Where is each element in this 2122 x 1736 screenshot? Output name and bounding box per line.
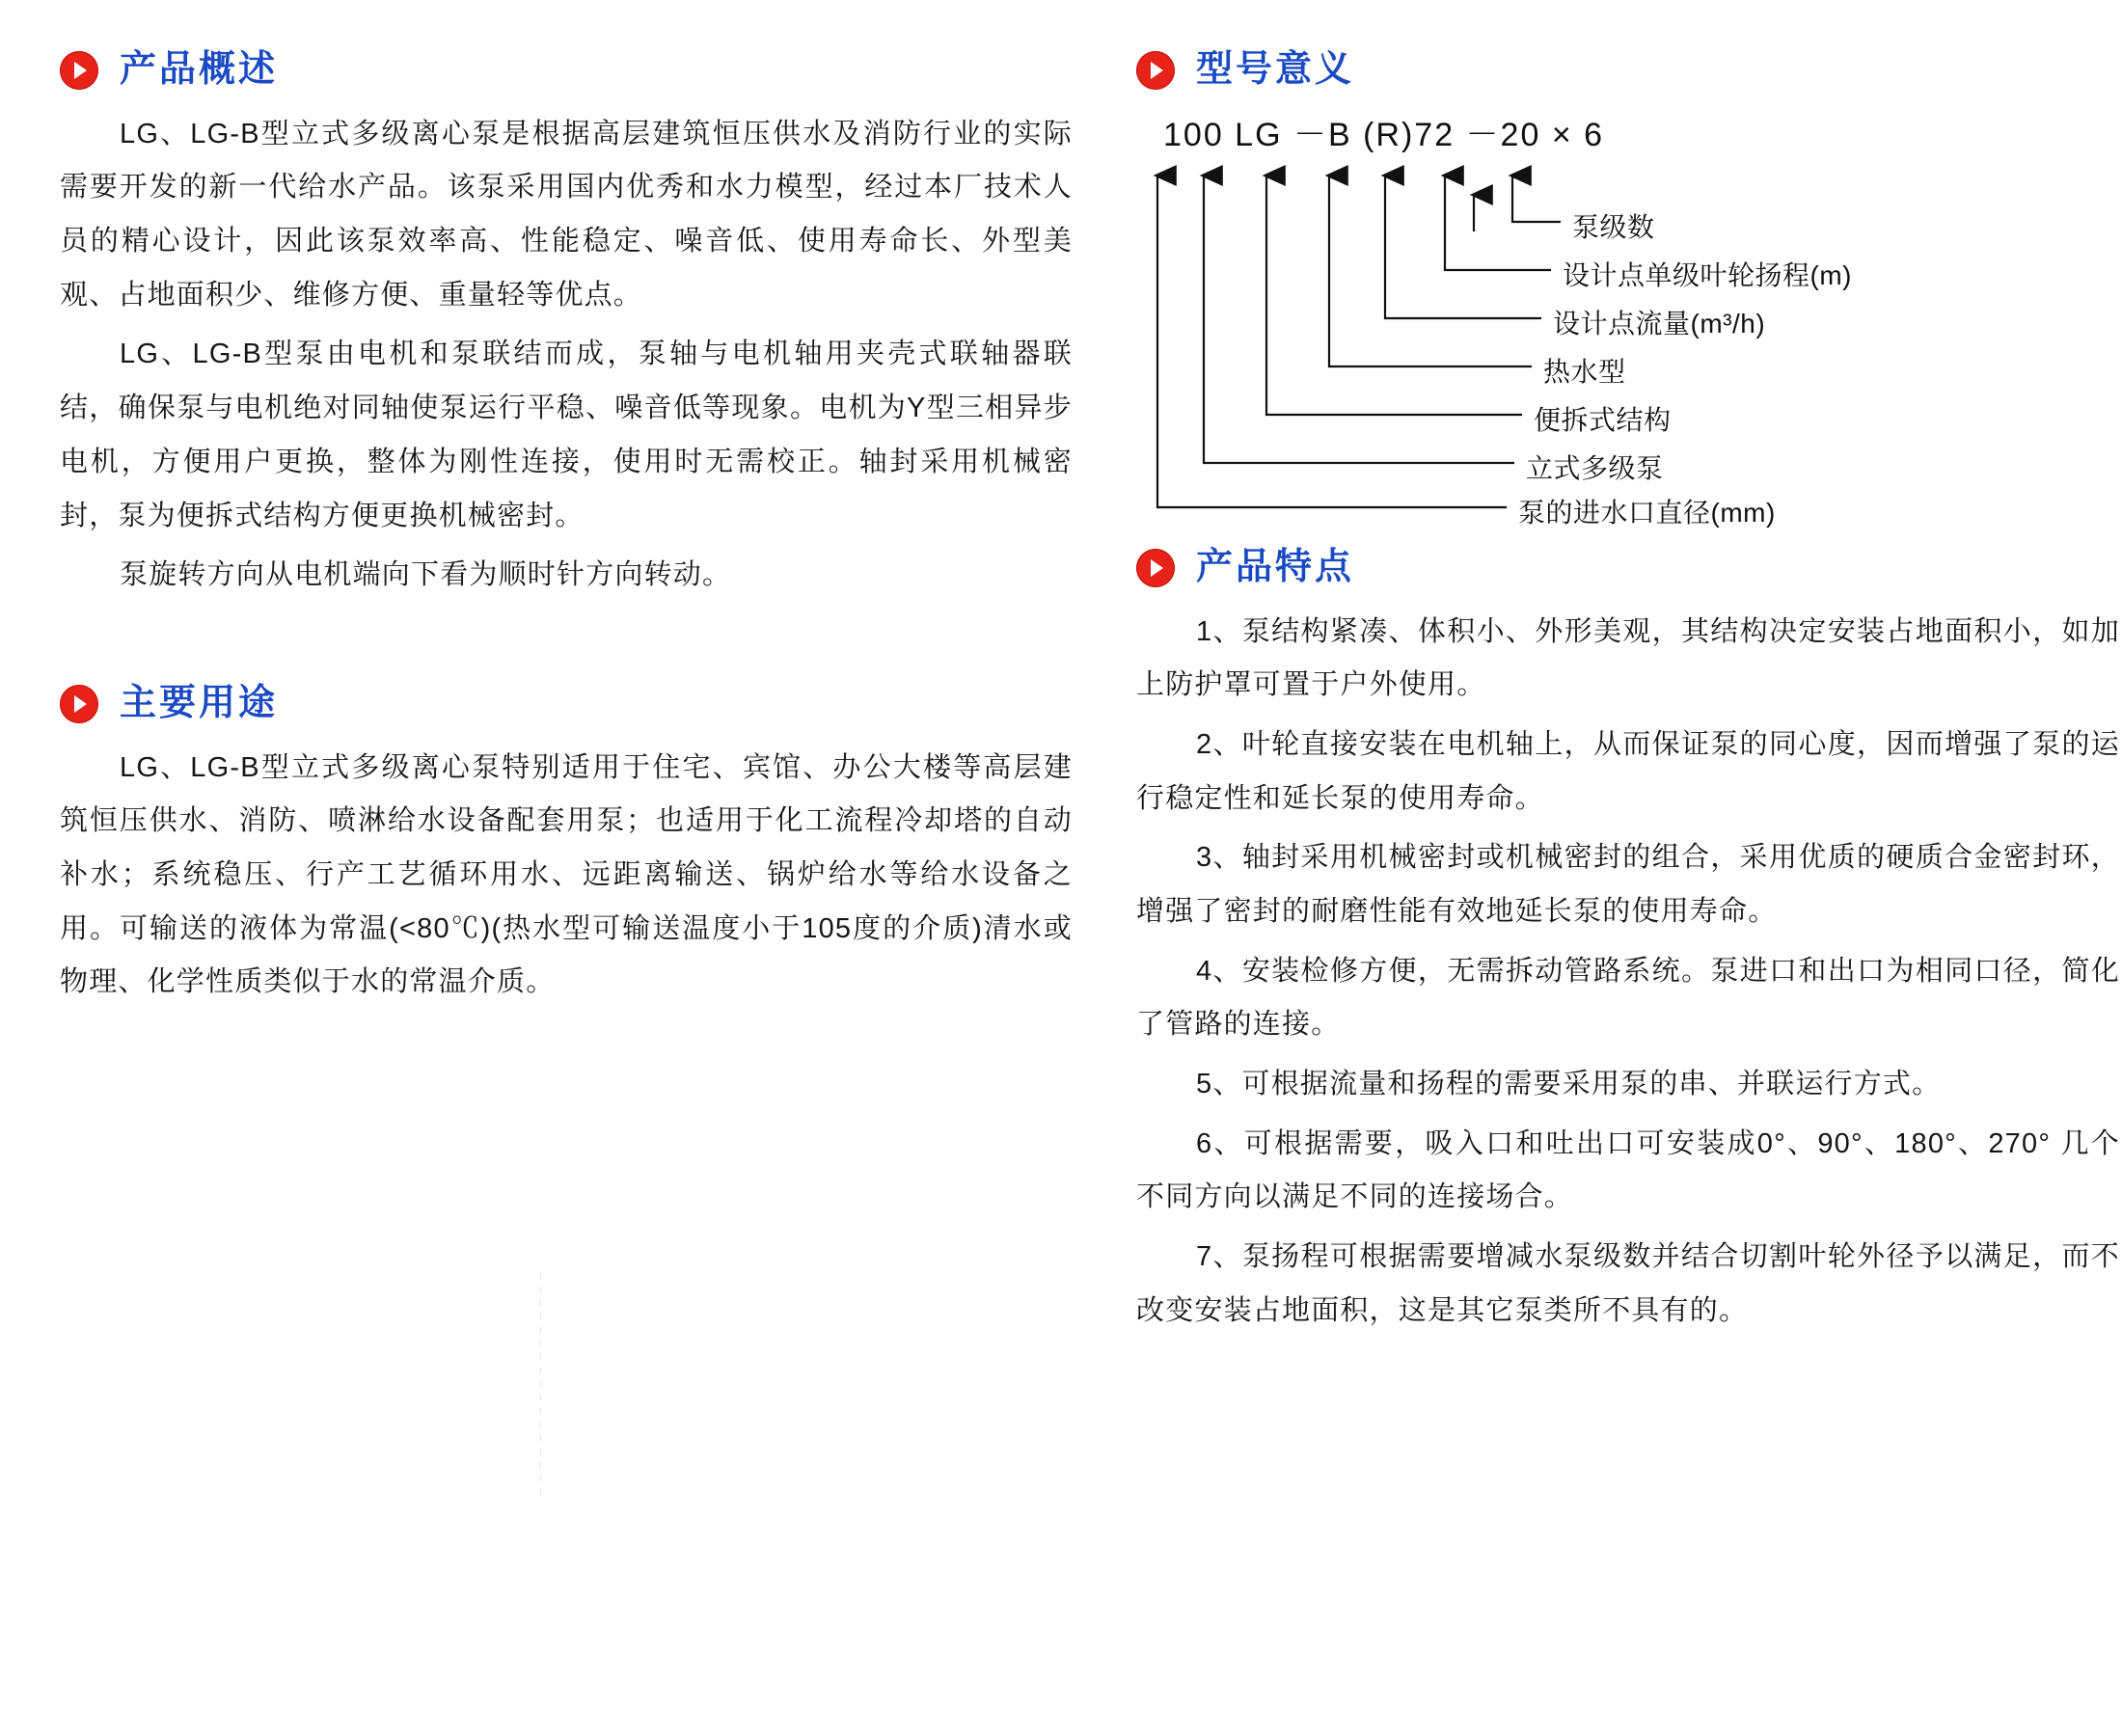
- overview-heading: [60, 50, 1073, 91]
- model-label-4: 便拆式结构: [1534, 404, 1672, 435]
- red-arrow-bullet-icon: [60, 685, 98, 723]
- section-model-designation: [1136, 49, 2120, 528]
- page-fold-artifact: [540, 1273, 541, 1495]
- section-title-uses: 主要用途: [120, 682, 279, 723]
- left-column: [60, 50, 1073, 1052]
- overview-paragraph-2: LG、LG-B型泵由电机和泵联结而成，泵轴与电机轴用夹壳式联轴器联结，确保泵与电机绝对同轴使泵运行平稳、噪音低等现象。电机为Y型三相异步电机，方便用户更换，整体为刚性连接，使用时无需校正。轴封采用机械密封，泵为便拆式结构方便更换机械密封。: [60, 339, 1073, 531]
- section-title-features: 产品特点: [1196, 546, 1355, 587]
- features-heading: [1136, 548, 2120, 588]
- feature-item-4: 4、安装检修方便，无需拆动管路系统。泵进口和出口为相同口径，简化了管路的连接。: [1136, 955, 2120, 1041]
- two-column-layout: [60, 49, 2120, 1343]
- uses-heading: [60, 684, 1073, 724]
- model-label-2: 设计点流量(m³/h): [1553, 308, 1766, 339]
- feature-item-6: 6、可根据需要，吸入口和吐出口可安装成0°、90°、180°、270° 几个不同方向以满足不同的连接场合。: [1136, 1127, 2120, 1213]
- model-label-1: 设计点单级叶轮扬程(m): [1563, 259, 1852, 290]
- uses-paragraph-1: LG、LG-B型立式多级离心泵特别适用于住宅、宾馆、办公大楼等高层建筑恒压供水、消防、喷淋给水设备配套用泵；也适用于化工流程冷却塔的自动补水；系统稳压、行产工艺循环用水、远距离输送、锅炉给水等给水设备之用。可输送的液体为常温(<80℃)(热水型可输送温度小于105度的介质)清水或物理、化学性质类似于水的常温介质。: [60, 751, 1073, 998]
- feature-item-2: 2、叶轮直接安装在电机轴上，从而保证泵的同心度，因而增强了泵的运行稳定性和延长泵的使用寿命。: [1136, 728, 2120, 814]
- model-label-5: 立式多级泵: [1526, 452, 1664, 483]
- model-code-text: 100 LG －B (R)72 －20 × 6: [1163, 116, 1605, 153]
- model-label-6: 泵的进水口直径(mm): [1518, 497, 1776, 528]
- model-label-3: 热水型: [1543, 356, 1626, 387]
- spacer: [60, 645, 1073, 684]
- feature-item-5: 5、可根据流量和扬程的需要采用泵的串、并联运行方式。: [1196, 1068, 1942, 1099]
- section-product-features: [1136, 548, 2120, 1339]
- feature-item-1: 1、泵结构紧凑、体积小、外形美观，其结构决定安装占地面积小，如加上防护罩可置于户外使用。: [1136, 615, 2120, 701]
- model-heading: [1136, 50, 2120, 91]
- red-arrow-bullet-icon: [1136, 549, 1175, 587]
- section-title-overview: 产品概述: [120, 49, 279, 90]
- right-column: [1136, 50, 2120, 1343]
- section-title-model: 型号意义: [1196, 49, 1355, 90]
- red-arrow-bullet-icon: [1136, 51, 1175, 90]
- overview-paragraph-1: LG、LG-B型立式多级离心泵是根据高层建筑恒压供水及消防行业的实际需要开发的新一代给水产品。该泵采用国内优秀和水力模型，经过本厂技术人员的精心设计，因此该泵效率高、性能稳定、噪音低、使用寿命长、外型美观、占地面积少、维修方便、重量轻等优点。: [60, 118, 1073, 311]
- section-product-overview: [60, 50, 1073, 603]
- overview-paragraph-3: 泵旋转方向从电机端向下看为顺时针方向转动。: [120, 559, 732, 591]
- red-arrow-bullet-icon: [60, 51, 98, 90]
- feature-item-3: 3、轴封采用机械密封或机械密封的组合，采用优质的硬质合金密封环，增强了密封的耐磨性能有效地延长泵的使用寿命。: [1136, 842, 2120, 927]
- section-main-uses: [60, 684, 1073, 1010]
- model-label-0: 泵级数: [1572, 211, 1655, 242]
- feature-item-7: 7、泵扬程可根据需要增减水泵级数并结合切割叶轮外径予以满足，而不改变安装占地面积，这是其它泵类所不具有的。: [1136, 1240, 2120, 1326]
- model-designation-diagram: [1136, 108, 2120, 528]
